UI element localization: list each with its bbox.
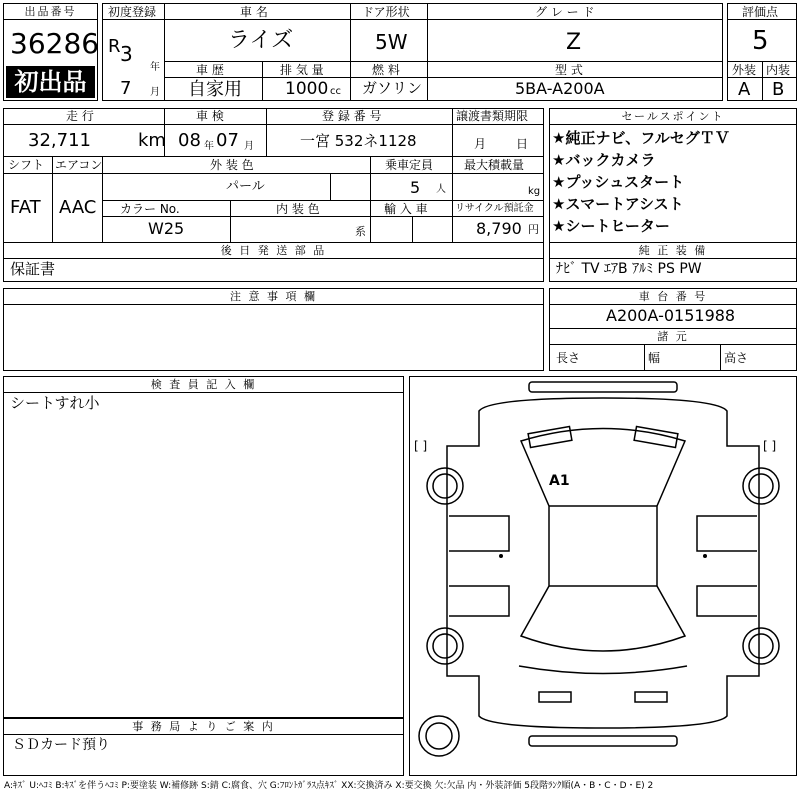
registration-year: 3 xyxy=(120,42,133,66)
model-value: 5BA-A200A xyxy=(515,79,605,98)
first-listing-badge: 初出品 xyxy=(6,66,95,98)
fuel-value: ガソリン xyxy=(362,79,423,97)
score-value: 5 xyxy=(752,26,769,56)
load-unit: kg xyxy=(528,186,541,197)
sales-point-item: ★バックカメラ xyxy=(552,151,656,169)
equipment-value: ﾅﾋﾞ TV ｴｱB ｱﾙﾐ PS PW xyxy=(556,261,702,277)
color-code-value: W25 xyxy=(148,219,185,238)
dimension-width-label: 幅 xyxy=(648,351,661,365)
legend-text: A:ｷｽﾞ U:ﾍｺﾐ B:ｷｽﾞを伴うﾍｺﾐ P:要塗装 W:補修跡 S:錆 C:腐食、穴 G:ﾌﾛﾝﾄｶﾞﾗｽ点ｷｽﾞ XX:交換済み X:要交換 欠:欠品 内・外装評価 5段階ﾗﾝｸ順(A・B・C・D・E) 2 xyxy=(4,781,654,791)
office-header: 事 務 局 よ り ご 案 内 xyxy=(4,719,403,735)
dimension-length-label: 長さ xyxy=(556,351,581,365)
sales-point-item: ★スマートアシスト xyxy=(552,195,684,213)
grade-value: Z xyxy=(566,30,582,55)
mileage-value: 32,711 xyxy=(28,130,91,151)
score-header: 評価点 xyxy=(742,5,779,19)
equipment-header: 純 正 装 備 xyxy=(550,243,796,259)
lot-header: 出品番号 xyxy=(4,4,97,20)
interior-color-unit: 系 xyxy=(355,225,366,238)
chassis-value: A200A-0151988 xyxy=(606,306,736,325)
plate-header: 登 録 番 号 xyxy=(322,109,382,123)
interior-grade: B xyxy=(772,79,785,100)
registration-month-unit: 月 xyxy=(150,87,160,98)
color-value: パール xyxy=(226,179,265,194)
history-header: 車 歴 xyxy=(196,63,224,77)
shift-value: FAT xyxy=(10,197,41,218)
later-parts-value: 保証書 xyxy=(10,260,56,278)
capacity-unit: 人 xyxy=(436,184,446,195)
later-parts-header: 後 日 発 送 部 品 xyxy=(4,243,543,259)
exterior-grade: A xyxy=(738,79,751,100)
capacity-value: 5 xyxy=(410,178,421,197)
lot-number: 36286 xyxy=(10,27,100,60)
damage-mark-a1: A1 xyxy=(549,473,570,489)
history-value: 自家用 xyxy=(188,79,242,100)
sales-point-item: ★純正ナビ、フルセグＴＶ xyxy=(552,129,730,147)
color-code-header: カラー No. xyxy=(120,202,180,216)
transfer-header: 譲渡書類期限 xyxy=(456,109,529,123)
inspection-header: 車 検 xyxy=(196,109,224,123)
capacity-header: 乗車定員 xyxy=(385,158,434,172)
door-header: ドア形状 xyxy=(362,5,410,19)
car-diagram xyxy=(409,376,797,776)
door-value: 5W xyxy=(375,30,408,54)
interior-color-header: 内 装 色 xyxy=(276,202,320,216)
recycle-value: 8,790 xyxy=(476,219,522,238)
grade-header: グ レ ー ド xyxy=(535,5,595,19)
plate-value: 一宮 532ネ1128 xyxy=(300,132,417,150)
car-name: ライズ xyxy=(228,28,294,53)
displacement-unit: cc xyxy=(330,86,341,97)
mileage-unit: km xyxy=(138,130,166,151)
aircon-header: エアコン xyxy=(55,158,103,172)
inspection-year-unit: 年 xyxy=(204,141,214,152)
sales-point-item: ★プッシュスタート xyxy=(552,173,685,191)
transfer-month-unit: 月 xyxy=(474,137,487,151)
inspector-header: 検 査 員 記 入 欄 xyxy=(4,377,403,393)
diagram-bracket-right: [ ] xyxy=(763,439,777,453)
office-value: ＳＤカード預り xyxy=(12,737,110,753)
diagram-bracket-left: [ ] xyxy=(414,439,428,453)
model-header: 型 式 xyxy=(555,63,583,77)
inspection-month-unit: 月 xyxy=(244,141,254,152)
registration-year-unit: 年 xyxy=(150,62,160,73)
exterior-header: 外装 xyxy=(732,63,757,77)
fuel-header: 燃 料 xyxy=(372,63,400,77)
lot-box xyxy=(3,3,98,101)
transfer-day-unit: 日 xyxy=(516,137,529,151)
aircon-value: AAC xyxy=(59,197,97,218)
detail-box xyxy=(3,108,544,243)
inspection-month: 07 xyxy=(216,130,239,151)
interior-header: 内装 xyxy=(766,63,791,77)
sales-point-item: ★シートヒーター xyxy=(552,217,670,235)
sales-points-header: セールスポイント xyxy=(550,109,796,125)
recycle-unit: 円 xyxy=(528,223,539,236)
car-name-header: 車 名 xyxy=(240,5,268,19)
color-header: 外 装 色 xyxy=(210,158,254,172)
load-header: 最大積載量 xyxy=(464,158,525,172)
recycle-header: リサイクル預託金 xyxy=(455,203,534,214)
dimension-height-label: 高さ xyxy=(724,351,749,365)
displacement-header: 排 気 量 xyxy=(280,63,324,77)
inspector-box xyxy=(3,376,404,718)
mileage-header: 走 行 xyxy=(66,109,94,123)
shift-header: シフト xyxy=(8,158,45,172)
inspector-value: シートすれ小 xyxy=(10,394,100,412)
registration-month: 7 xyxy=(120,78,132,99)
import-header: 輸 入 車 xyxy=(384,202,428,216)
notes-header: 注 意 事 項 欄 xyxy=(4,289,543,305)
registration-header: 初度登録 xyxy=(108,5,157,19)
inspection-year: 08 xyxy=(178,130,201,151)
displacement-value: 1000 xyxy=(285,79,329,99)
registration-era: R xyxy=(108,36,121,57)
dimensions-header: 諸 元 xyxy=(550,329,796,345)
chassis-header: 車 台 番 号 xyxy=(550,289,796,305)
